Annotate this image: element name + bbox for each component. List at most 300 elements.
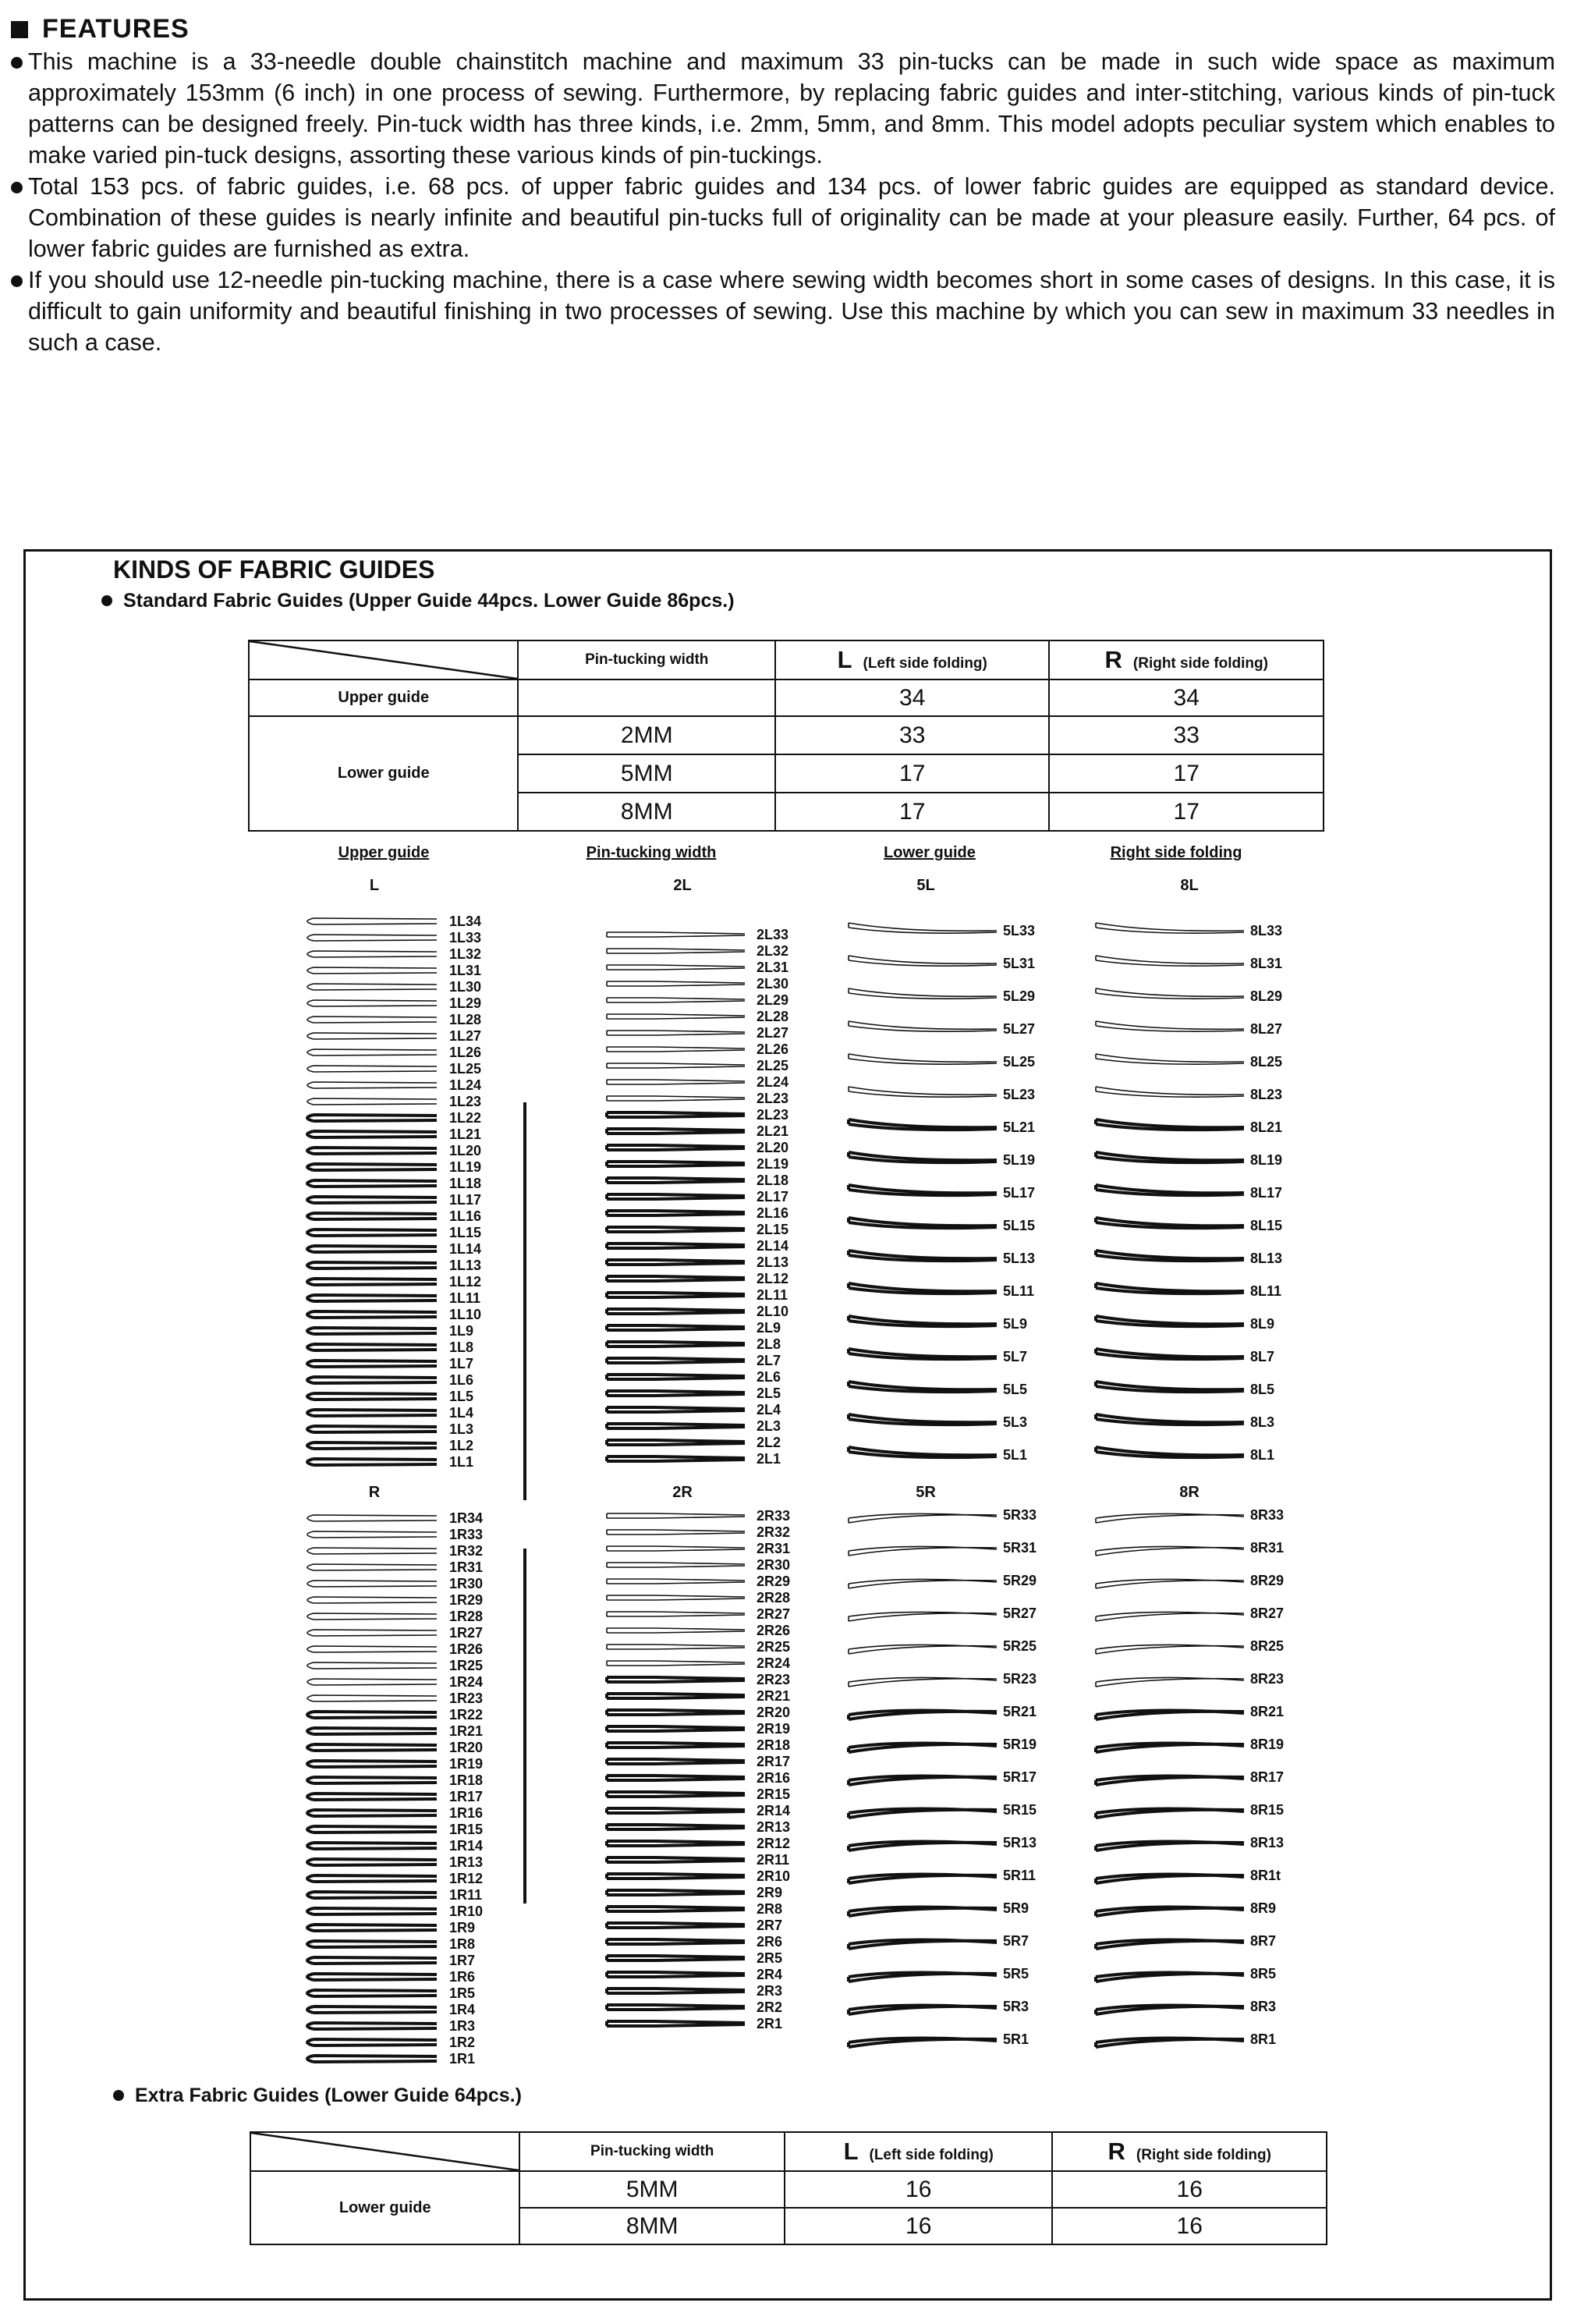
fabric-guide-shape [307, 1410, 437, 1416]
fabric-guide-shape [607, 1375, 745, 1379]
guide-label: 1L33 [449, 930, 482, 946]
sub-label-5R: 5R [916, 1484, 936, 1501]
guide-label: 2R19 [757, 1721, 791, 1737]
fabric-guide-shape [307, 1695, 437, 1701]
guide-label: 8R7 [1250, 1933, 1277, 1949]
fabric-guide-shape [849, 1414, 997, 1425]
guide-label: 5R11 [1003, 1868, 1037, 1883]
fabric-guide-shape [1096, 1054, 1244, 1064]
fabric-guide-shape [607, 1923, 745, 1928]
fabric-guide-shape [607, 1096, 745, 1101]
guide-label: 1L5 [449, 1389, 474, 1404]
guide-label: 2L2 [757, 1435, 781, 1450]
fabric-guide-shape [607, 1276, 745, 1281]
cell-width: 2MM [518, 716, 775, 754]
guide-label: 5L19 [1003, 1152, 1036, 1168]
guide-label: 8L1 [1250, 1447, 1275, 1463]
guide-label: 2R11 [757, 1852, 790, 1868]
feature-text: This machine is a 33-needle double chainstitch machine and maximum 33 pin-tucks can be made in such wide space as maximum approximately 153mm (6 inch) in one process of sewing. Furthermore, by replacing fabric guides and inter-stitching, various kinds of pin-tuck patterns can be designed freely. Pin-tuck width has three kinds, i.e. 2mm, 5mm, and 8mm. This model adopts peculiar system which enables to make varied pin-tuck designs, assorting these various kinds of pin-tuckings. [28, 48, 1555, 169]
guide-label: 5R31 [1003, 1540, 1037, 1556]
guide-label: 2L27 [757, 1025, 789, 1041]
col-head-upper-guide: Upper guide [338, 844, 430, 861]
guide-label: 1R2 [449, 2035, 476, 2050]
fabric-guide-shape [1096, 1152, 1244, 1162]
guide-label: 1L12 [449, 1274, 482, 1290]
fabric-guide-shape [849, 1021, 997, 1031]
cell-width: 8MM [518, 793, 775, 831]
fabric-guide-shape [607, 1710, 745, 1715]
fabric-guide-shape [1096, 956, 1244, 966]
guide-label: 1R8 [449, 1936, 476, 1952]
fabric-guide-shape [849, 956, 997, 966]
fabric-guide-shape [849, 988, 997, 999]
guide-label: 2R15 [757, 1786, 791, 1802]
guide-label: 2R28 [757, 1590, 791, 1606]
guide-label: 1R26 [449, 1641, 484, 1657]
fabric-guide-shape [307, 1344, 437, 1350]
fabric-guide-shape [607, 1825, 745, 1829]
guide-label: 2R26 [757, 1623, 791, 1638]
fabric-guide-shape [307, 1908, 437, 1914]
fabric-guide-shape [849, 1808, 997, 1818]
fabric-guide-shape [607, 932, 745, 937]
fabric-guide-shape [307, 1843, 437, 1849]
guide-label: 2R12 [757, 1836, 791, 1851]
cell-right: 16 [1052, 2171, 1327, 2208]
fabric-guide-shape [607, 1513, 745, 1518]
fabric-guide-shape [849, 1447, 997, 1457]
guide-label: 5R29 [1003, 1573, 1037, 1588]
standard-subtitle-text: Standard Fabric Guides (Upper Guide 44pcs. Lower Guide 86pcs.) [123, 590, 735, 612]
guide-label: 8L3 [1250, 1414, 1275, 1430]
guide-label: 2L1 [757, 1451, 781, 1467]
guide-label: 8L11 [1250, 1283, 1282, 1299]
fabric-guide-shape [607, 965, 745, 970]
fabric-guide-shape [307, 1377, 437, 1383]
guide-label: 1R1 [449, 2051, 476, 2067]
feature-text: Total 153 pcs. of fabric guides, i.e. 68 pcs. of upper fabric guides and 134 pcs. of lower fabric guides are equipped as standard device. Combination of these guides is nearly infinite and beautiful pin-tucks full of originality can be made at your pleasure easily. Further, 64 pcs. of lower fabric guides are furnished as extra. [28, 173, 1555, 262]
fabric-guide-shape [849, 1546, 997, 1556]
guide-label: 5R27 [1003, 1606, 1037, 1621]
guide-label: 8R21 [1250, 1704, 1285, 1719]
sub-label-8L: 8L [1180, 877, 1199, 894]
fabric-guide-shape [607, 1628, 745, 1633]
guide-label: 5L13 [1003, 1251, 1036, 1266]
guide-label: 2L23 [757, 1107, 789, 1123]
guide-label: 8R1 [1250, 2031, 1277, 2047]
guide-label: 5R3 [1003, 1999, 1029, 2014]
fabric-guide-shape [307, 1761, 437, 1767]
fabric-guide-shape [307, 1442, 437, 1449]
guide-label: 8L19 [1250, 1152, 1283, 1168]
fabric-guide-shape [1096, 1447, 1244, 1457]
guide-label: 8R3 [1250, 1999, 1277, 2014]
guide-label: 1R3 [449, 2018, 476, 2034]
fabric-guide-shape [849, 1612, 997, 1621]
fabric-guide-shape [1096, 1972, 1244, 1982]
guide-label: 2L19 [757, 1156, 789, 1172]
guide-label: 1R4 [449, 2002, 476, 2017]
fabric-guide-shape [849, 1972, 997, 1982]
fabric-guide-shape [307, 1925, 437, 1931]
guide-label: 1R27 [449, 1625, 484, 1641]
fabric-guide-shape [1096, 988, 1244, 999]
sub-label-R: R [368, 1484, 381, 1501]
guide-label: 8L7 [1250, 1349, 1275, 1364]
guide-label: 1L34 [449, 914, 482, 929]
table-header-row [250, 2132, 1327, 2171]
fabric-guide-shape [307, 1115, 437, 1121]
fabric-guide-shape [307, 1459, 437, 1465]
guide-label: 2R18 [757, 1737, 791, 1753]
guide-label: 1L17 [449, 1192, 482, 1208]
fabric-guide-shape [607, 1694, 745, 1698]
guide-label: 5R9 [1003, 1900, 1029, 1916]
fabric-guide-shape [1096, 1119, 1244, 1130]
col-head-lower-guide: Lower guide [884, 844, 976, 861]
fabric-guide-shape [307, 1098, 437, 1105]
guide-label: 2R14 [757, 1803, 791, 1818]
cell-left: 17 [775, 793, 1049, 831]
fabric-guide-shape [607, 1726, 745, 1731]
fabric-guide-shape [307, 1131, 437, 1137]
header-left [785, 2132, 1053, 2171]
guide-label: 2R31 [757, 1541, 791, 1556]
fabric-guide-shape [1096, 2005, 1244, 2014]
fabric-guide-shape [307, 1531, 437, 1538]
fabric-guide-shape [307, 1311, 437, 1318]
fabric-guide-shape [1096, 1349, 1244, 1359]
guide-label: 1R10 [449, 1904, 484, 1919]
fabric-guide-shape [607, 1309, 745, 1314]
fabric-guide-shape [1096, 923, 1244, 933]
guide-label: 2R21 [757, 1688, 791, 1704]
guide-label: 8R31 [1250, 1540, 1285, 1556]
guide-label: 5R25 [1003, 1638, 1037, 1654]
header-right-text: (Right side folding) [1132, 655, 1268, 672]
guide-label: 1R22 [449, 1707, 484, 1723]
guide-label: 2L23 [757, 1091, 789, 1106]
fabric-guide-shape [607, 1595, 745, 1600]
fabric-guide-shape [607, 1211, 745, 1215]
fabric-guide-shape [1096, 1382, 1244, 1392]
cell-right: 17 [1049, 793, 1324, 831]
fabric-guide-shape [849, 1645, 997, 1654]
guide-label: 2R30 [757, 1557, 791, 1573]
guide-label: 2R3 [757, 1983, 783, 1999]
guide-label: 2L10 [757, 1304, 789, 1319]
sub-label-5L: 5L [916, 877, 935, 894]
cell-width: 5MM [518, 754, 775, 793]
guide-label: 1R20 [449, 1740, 484, 1755]
fabric-guide-shape [307, 1049, 437, 1056]
header-left-letter: L [843, 2138, 859, 2165]
guide-label: 5R5 [1003, 1966, 1029, 1982]
fabric-guide-shape [1096, 1546, 1244, 1556]
guide-label: 2L16 [757, 1205, 789, 1221]
fabric-guide-shape [607, 1808, 745, 1813]
fabric-guide-shape [607, 1939, 745, 1944]
col-head-right-folding: Right side folding [1110, 844, 1242, 861]
fabric-guide-shape [607, 1178, 745, 1183]
fabric-guide-shape [307, 1810, 437, 1816]
fabric-guide-shape [607, 1645, 745, 1649]
guide-label: 5R7 [1003, 1933, 1029, 1949]
fabric-guide-shape [307, 1728, 437, 1734]
fabric-guide-shape [307, 1361, 437, 1367]
guide-label: 2R13 [757, 1819, 791, 1835]
guide-label: 8L21 [1250, 1119, 1283, 1135]
fabric-guide-shape [307, 1712, 437, 1718]
guide-label: 1L14 [449, 1241, 482, 1257]
fabric-guide-shape [849, 2038, 997, 2047]
fabric-guide-shape [607, 1063, 745, 1068]
row-label-lower: Lower guide [250, 2171, 519, 2244]
fabric-guide-shape [849, 1054, 997, 1064]
guide-label: 2L31 [757, 960, 789, 975]
fabric-guide-shape [307, 2039, 437, 2045]
fabric-guide-shape [849, 1251, 997, 1261]
guide-label: 1R31 [449, 1559, 484, 1575]
guide-label: 8R23 [1250, 1671, 1285, 1687]
fabric-guide-shape [607, 1907, 745, 1911]
guide-label: 8R15 [1250, 1802, 1285, 1818]
fabric-guide-shape [607, 981, 745, 986]
guide-label: 1R18 [449, 1772, 484, 1788]
fabric-guide-shape [849, 1513, 997, 1523]
guide-label: 5R33 [1003, 1507, 1037, 1523]
guide-label: 1R17 [449, 1789, 484, 1804]
fabric-guide-shape [607, 998, 745, 1002]
fabric-guide-shape [307, 1564, 437, 1570]
guide-label: 1R7 [449, 1953, 476, 1968]
guide-label: 8R5 [1250, 1966, 1277, 1982]
guide-label: 1L25 [449, 1061, 482, 1077]
features-title: FEATURES [42, 14, 190, 44]
guide-label: 1L6 [449, 1372, 474, 1388]
guide-label: 5L31 [1003, 956, 1036, 971]
fabric-guide-shape [849, 1841, 997, 1850]
fabric-guide-shape [307, 967, 437, 974]
fabric-guide-shape [307, 1974, 437, 1980]
guide-label: 2L13 [757, 1254, 789, 1270]
fabric-guide-shape [307, 1744, 437, 1751]
guide-label: 2L12 [757, 1271, 789, 1286]
guide-label: 2R33 [757, 1508, 791, 1524]
guide-label: 8R9 [1250, 1900, 1277, 1916]
guide-label: 1R28 [449, 1609, 484, 1624]
fabric-guide-shape [307, 1393, 437, 1400]
fabric-guide-shape [849, 1907, 997, 1916]
kinds-title: KINDS OF FABRIC GUIDES [113, 555, 435, 584]
guide-label: 5L21 [1003, 1119, 1036, 1135]
fabric-guide-shape [849, 1579, 997, 1588]
guide-label: 1L30 [449, 979, 482, 995]
guide-label: 8R19 [1250, 1737, 1285, 1752]
cell-left: 34 [775, 679, 1049, 716]
fabric-guide-shape [307, 1859, 437, 1865]
guide-label: 2R23 [757, 1672, 791, 1687]
guide-label: 1L28 [449, 1012, 482, 1027]
cell-left: 16 [785, 2208, 1053, 2244]
guide-label: 1R24 [449, 1674, 484, 1690]
header-width: Pin-tucking width [518, 640, 775, 679]
guide-label: 5L23 [1003, 1087, 1036, 1102]
guide-label: 8L5 [1250, 1382, 1275, 1397]
fabric-guide-shape [607, 1972, 745, 1977]
guide-label: 1R21 [449, 1723, 484, 1739]
fabric-guide-shape [307, 1066, 437, 1072]
guide-label: 5R23 [1003, 1671, 1037, 1687]
header-right [1052, 2132, 1327, 2171]
fabric-guide-shape [607, 1792, 745, 1797]
guide-label: 8R1t [1250, 1868, 1281, 1883]
fabric-guide-shape [607, 1047, 745, 1052]
guide-label: 1L31 [449, 963, 482, 978]
guide-label: 2R10 [757, 1868, 791, 1884]
fabric-guide-shape [307, 2056, 437, 2062]
guide-label: 2R9 [757, 1885, 783, 1900]
fabric-guide-shape [307, 1777, 437, 1783]
fabric-guide-shape [849, 2005, 997, 2014]
guide-label: 5R17 [1003, 1769, 1037, 1785]
guide-label: 1R12 [449, 1871, 484, 1886]
cell-left: 33 [775, 716, 1049, 754]
guide-label: 1R15 [449, 1822, 484, 1837]
fabric-guide-shape [307, 1000, 437, 1006]
guide-label: 2R24 [757, 1655, 791, 1671]
guide-label: 8R25 [1250, 1638, 1285, 1654]
guide-label: 8L15 [1250, 1218, 1283, 1233]
fabric-guide-shape [849, 1710, 997, 1719]
fabric-guide-shape [307, 1875, 437, 1882]
guide-label: 2R29 [757, 1574, 791, 1589]
guide-label: 1L7 [449, 1356, 474, 1371]
guide-label: 1R34 [449, 1510, 484, 1526]
fabric-guide-shape [1096, 1283, 1244, 1293]
header-right-letter: R [1104, 646, 1122, 673]
fabric-guide-shape [307, 1164, 437, 1170]
fabric-guide-shape [307, 1679, 437, 1685]
fabric-guide-shape [307, 1646, 437, 1652]
guide-label: 2L17 [757, 1189, 789, 1205]
fabric-guide-shape [307, 1630, 437, 1636]
fabric-guide-shape [307, 1794, 437, 1800]
feature-text: If you should use 12-needle pin-tucking machine, there is a case where sewing width becomes short in some cases of designs. In this case, it is difficult to gain uniformity and beautiful finishing in two processes of sewing. Use this machine by which you can sew in maximum 33 needles in such a case. [28, 267, 1555, 356]
guide-label: 1L10 [449, 1307, 482, 1322]
cell-right: 16 [1052, 2208, 1327, 2244]
guide-label: 1R6 [449, 1969, 476, 1985]
guide-label: 1R33 [449, 1527, 484, 1542]
guide-label: 1L13 [449, 1258, 482, 1273]
guide-label: 8L17 [1250, 1185, 1283, 1201]
fabric-guide-shape [607, 1358, 745, 1363]
guide-label: 1L11 [449, 1290, 481, 1306]
guide-label: 1R14 [449, 1838, 484, 1854]
fabric-guide-shape [849, 1382, 997, 1392]
header-right-text: (Right side folding) [1136, 2147, 1271, 2163]
fabric-guide-shape [1096, 1743, 1244, 1752]
fabric-guide-shape [607, 1612, 745, 1616]
row-label-lower: Lower guide [249, 716, 518, 831]
fabric-guide-shape [849, 1316, 997, 1326]
fabric-guide-shape [307, 1662, 437, 1669]
fabric-guide-shape [607, 1031, 745, 1035]
fabric-guide-shape [307, 918, 437, 924]
header-left-text: (Left side folding) [863, 655, 987, 672]
guide-label: 1R13 [449, 1854, 484, 1870]
guide-label: 8L27 [1250, 1021, 1283, 1037]
fabric-guide-shape [849, 1874, 997, 1883]
cell-left: 16 [785, 2171, 1053, 2208]
fabric-guide-shape [1096, 1808, 1244, 1818]
fabric-guide-shape [607, 1661, 745, 1666]
guide-label: 5L11 [1003, 1283, 1035, 1299]
fabric-guide-shape [307, 1262, 437, 1268]
fabric-guide-shape [607, 1014, 745, 1019]
guide-label: 5R1 [1003, 2031, 1029, 2047]
fabric-guide-shape [607, 1456, 745, 1461]
guide-label: 2L11 [757, 1287, 788, 1303]
guide-label: 1R32 [449, 1543, 484, 1559]
fabric-guide-shape [307, 1148, 437, 1154]
fabric-guide-shape [849, 1939, 997, 1949]
fabric-guide-shape [607, 1227, 745, 1232]
fabric-guide-shape [307, 1279, 437, 1285]
guide-label: 1L19 [449, 1159, 482, 1175]
fabric-guide-shape [849, 1743, 997, 1752]
guide-label: 2R2 [757, 1999, 783, 2015]
guide-label: 2R1 [757, 2016, 783, 2031]
fabric-guide-shape [307, 935, 437, 941]
guide-label: 2R6 [757, 1934, 783, 1950]
fabric-guide-shape [307, 2023, 437, 2029]
guide-label: 2L30 [757, 976, 789, 992]
fabric-guide-shape [849, 1677, 997, 1687]
guide-label: 2R4 [757, 1967, 783, 1982]
guide-label: 1R29 [449, 1592, 484, 1608]
fabric-guide-shape [607, 2021, 745, 2026]
fabric-guide-shape [1096, 1645, 1244, 1654]
sub-label-2L: 2L [673, 877, 692, 894]
fabric-guide-shape [607, 1440, 745, 1445]
fabric-guide-shape [307, 951, 437, 957]
fabric-guide-shape [1096, 1874, 1244, 1883]
fabric-guide-shape [307, 1180, 437, 1187]
guide-label: 1L22 [449, 1110, 482, 1126]
fabric-guide-shape [849, 1776, 997, 1785]
guide-label: 2L25 [757, 1058, 789, 1073]
guide-label: 2R7 [757, 1918, 783, 1933]
guide-label: 2R8 [757, 1901, 783, 1917]
fabric-guide-shape [849, 1119, 997, 1130]
guide-label: 2L14 [757, 1238, 789, 1254]
fabric-guide-shape [607, 1579, 745, 1584]
fabric-guide-shape [1096, 1907, 1244, 1916]
guide-label: 1L15 [449, 1225, 482, 1240]
fabric-guide-shape [607, 1989, 745, 1993]
cell-width: 5MM [519, 2171, 785, 2208]
guide-label: 2R20 [757, 1705, 791, 1720]
guide-label: 1L9 [449, 1323, 474, 1339]
guide-label: 1L2 [449, 1438, 474, 1453]
guide-label: 1L27 [449, 1028, 482, 1044]
fabric-guide-shape [307, 1328, 437, 1334]
fabric-guide-shape [849, 1185, 997, 1195]
guide-label: 5L15 [1003, 1218, 1036, 1233]
guide-label: 5L5 [1003, 1382, 1028, 1397]
fabric-guide-shape [307, 1597, 437, 1603]
